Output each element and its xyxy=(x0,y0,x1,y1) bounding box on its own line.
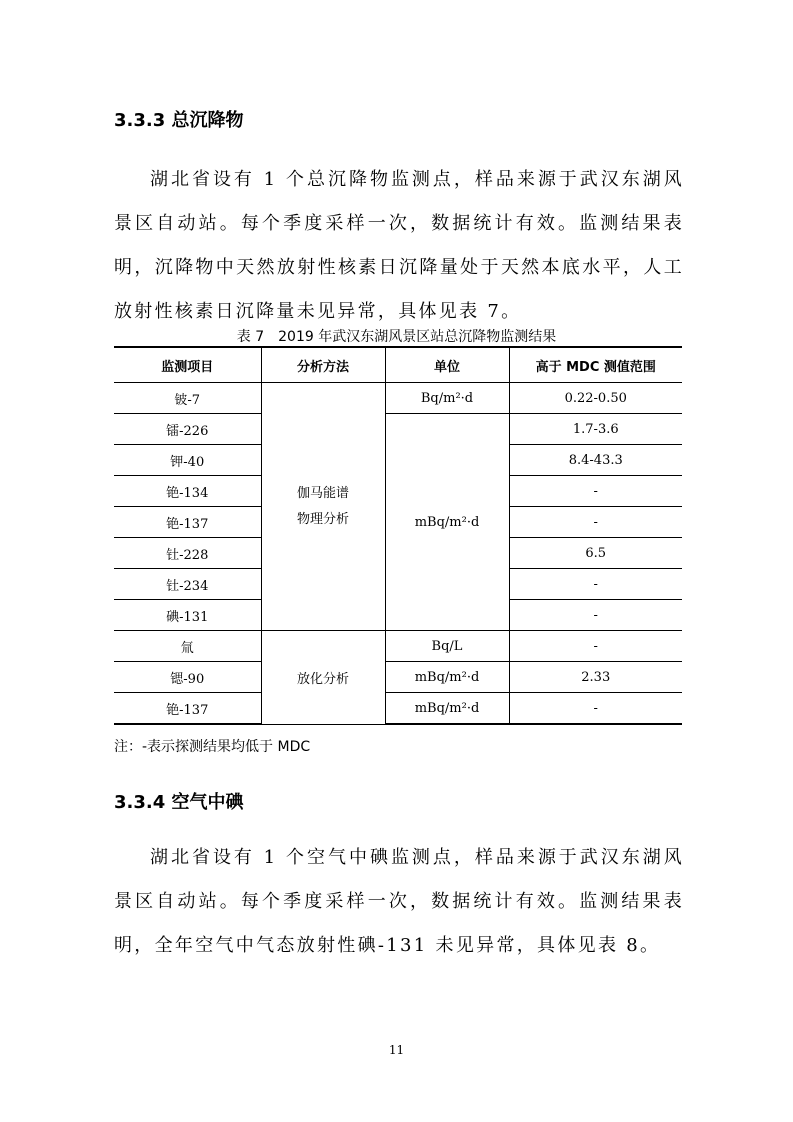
iodine-paragraph: 湖北省设有 1 个空气中碘监测点，样品来源于武汉东湖风景区自动站。每个季度采样一次，数据统计有效。监测结果表明，全年空气中气态放射性碘-131 未见异常，具体见表 8。 xyxy=(114,847,684,956)
table-note: 注：-表示探测结果均低于 MDC xyxy=(114,739,311,755)
table-row xyxy=(114,693,682,725)
section-heading-iodine: 3.3.4 空气中碘 xyxy=(114,792,244,813)
header-range: 高于 MDC 测值范围 xyxy=(509,347,682,383)
range-cell: 6.5 xyxy=(509,538,682,569)
table-header-row xyxy=(114,347,682,383)
range-cell: - xyxy=(509,476,682,507)
page-number: 11 xyxy=(388,1043,405,1057)
monitoring-results-table xyxy=(114,346,682,725)
item-cell: 铯-137 xyxy=(114,693,261,725)
header-method: 分析方法 xyxy=(261,347,385,383)
sediment-paragraph: 湖北省设有 1 个总沉降物监测点，样品来源于武汉东湖风景区自动站。每个季度采样一次，数据统计有效。监测结果表明，沉降物中天然放射性核素日沉降量处于天然本底水平，人工放射性核素日沉降量未见异常，具体见表 7。 xyxy=(114,169,684,322)
header-unit: 单位 xyxy=(385,347,509,383)
table-caption: 表 7 2019 年武汉东湖风景区站总沉降物监测结果 xyxy=(236,329,557,345)
range-cell: 2.33 xyxy=(509,662,682,693)
section-heading-sediment: 3.3.3 总沉降物 xyxy=(114,110,244,131)
table-row xyxy=(114,383,682,414)
range-cell: 0.22-0.50 xyxy=(509,383,682,414)
range-cell: 1.7-3.6 xyxy=(509,414,682,445)
item-cell: 钍-234 xyxy=(114,569,261,600)
unit-cell: mBq/m²·d xyxy=(385,693,509,725)
unit-cell: Bq/L xyxy=(385,631,509,662)
item-cell: 钾-40 xyxy=(114,445,261,476)
range-cell: - xyxy=(509,631,682,662)
unit-cell: Bq/m²·d xyxy=(385,383,509,414)
item-cell: 钍-228 xyxy=(114,538,261,569)
range-cell: - xyxy=(509,600,682,631)
table-row xyxy=(114,414,682,445)
unit-cell: mBq/m²·d xyxy=(385,414,509,631)
item-cell: 铯-134 xyxy=(114,476,261,507)
table-row xyxy=(114,662,682,693)
range-cell: - xyxy=(509,507,682,538)
range-cell: 8.4-43.3 xyxy=(509,445,682,476)
item-cell: 氚 xyxy=(114,631,261,662)
table-row xyxy=(114,631,682,662)
range-cell: - xyxy=(509,693,682,725)
header-item: 监测项目 xyxy=(114,347,261,383)
method-cell-gamma: 伽马能谱物理分析 xyxy=(261,383,385,631)
item-cell: 镭-226 xyxy=(114,414,261,445)
unit-cell: mBq/m²·d xyxy=(385,662,509,693)
method-cell-radiochem: 放化分析 xyxy=(261,631,385,725)
range-cell: - xyxy=(509,569,682,600)
item-cell: 铯-137 xyxy=(114,507,261,538)
item-cell: 铍-7 xyxy=(114,383,261,414)
item-cell: 碘-131 xyxy=(114,600,261,631)
item-cell: 锶-90 xyxy=(114,662,261,693)
